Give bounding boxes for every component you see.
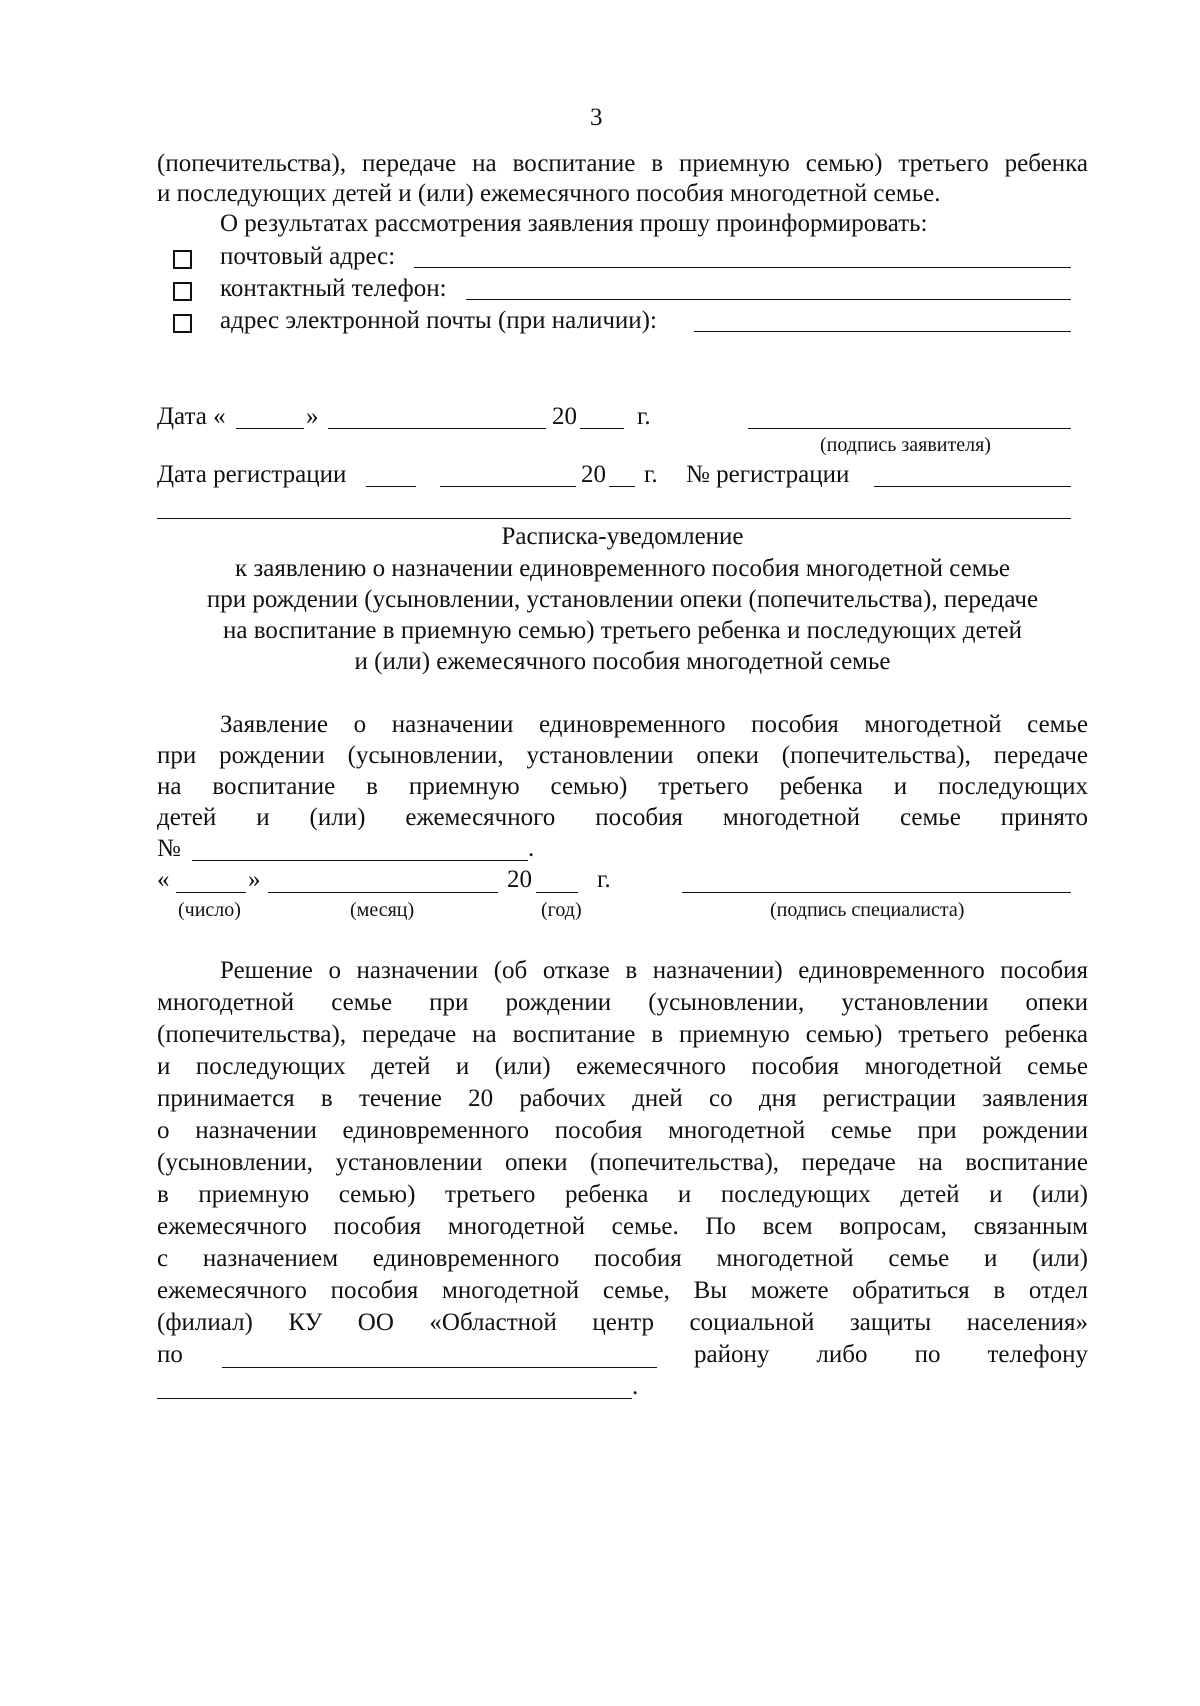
email-checkbox[interactable] [173,314,192,333]
cut-separator-line [157,518,1071,519]
date-month-line[interactable] [328,428,546,429]
receipt-year-line[interactable] [536,892,578,893]
postal-address-checkbox[interactable] [173,250,192,269]
caption-day: (число) [178,899,241,921]
decision-line-7: (усыновлении, установлении опеки (попечительства), передаче на воспитание [157,1149,1088,1176]
applicant-signature-caption: (подпись заявителя) [820,434,991,456]
district-line[interactable] [222,1367,657,1368]
accepted-line-4: детей и (или) ежемесячного пособия многодетной семье принято [157,804,1088,831]
receipt-year-prefix: 20 [507,866,532,893]
decision-line-12: (филиал) КУ ОО «Областной центр социальной защиты населения» [157,1309,1088,1336]
receipt-title: Расписка-уведомление [501,523,744,550]
accepted-line-2: при рождении (усыновлении, установлении опеки (попечительства), передаче [157,742,1088,769]
reg-date-label: Дата регистрации [157,461,347,488]
email-label: адрес электронной почты (при наличии): [220,307,657,334]
phone-line[interactable] [466,299,1071,300]
applicant-signature-line[interactable] [748,428,1071,429]
receipt-quote-open: « [157,866,170,893]
date-label: Дата « [157,403,226,430]
decision-line-4: и последующих детей и (или) ежемесячного пособия многодетной семье [157,1053,1088,1080]
caption-specialist-signature: (подпись специалиста) [770,899,965,921]
date-day-line[interactable] [236,428,304,429]
reg-number-label: № регистрации [686,461,850,488]
phone-number-line[interactable] [157,1398,632,1399]
receipt-year-suffix: г. [597,866,611,893]
inform-request: О результатах рассмотрения заявления прошу проинформировать: [220,210,928,237]
receipt-subtitle-3: на воспитание в приемную семью) третьего ребенка и последующих детей [223,617,1022,644]
receipt-subtitle-1: к заявлению о назначении единовременного пособия многодетной семье [234,555,1011,582]
decision-line-11: ежемесячного пособия многодетной семье, Вы можете обратиться в отдел [157,1277,1088,1304]
accepted-number-period: . [528,835,535,862]
date-year-prefix: 20 [552,403,577,430]
decision-line-9: ежемесячного пособия многодетной семье. По всем вопросам, связанным [157,1213,1088,1240]
receipt-day-line[interactable] [176,892,246,893]
intro-line-1: (попечительства), передаче на воспитание в приемную семью) третьего ребенка [157,150,1088,177]
intro-line-2: и последующих детей и (или) ежемесячного пособия многодетной семье. [157,180,941,207]
date-year-suffix: г. [637,403,651,430]
reg-month-line[interactable] [440,486,576,487]
receipt-month-line[interactable] [268,892,498,893]
reg-year-suffix: г. [644,461,658,488]
decision-line-2: многодетной семье при рождении (усыновлении, установлении опеки [157,989,1088,1016]
accepted-number-line[interactable] [192,860,528,861]
caption-month: (месяц) [350,899,415,921]
caption-year: (год) [541,899,582,921]
district-tail: району либо по телефону [694,1341,1088,1368]
reg-year-prefix: 20 [581,461,606,488]
date-year-line[interactable] [580,428,624,429]
accepted-line-1: Заявление о назначении единовременного пособия многодетной семье [220,711,1088,738]
decision-line-1: Решение о назначении (об отказе в назначении) единовременного пособия [220,957,1088,984]
reg-number-line[interactable] [874,486,1071,487]
page-number: 3 [590,104,603,131]
phone-label: контактный телефон: [220,275,447,302]
receipt-subtitle-2: при рождении (усыновлении, установлении опеки (попечительства), передаче [206,586,1039,613]
decision-line-10: с назначением единовременного пособия многодетной семье и (или) [157,1245,1088,1272]
reg-day-line[interactable] [366,486,416,487]
email-line[interactable] [694,331,1071,332]
postal-address-line[interactable] [414,267,1071,268]
phone-number-period: . [632,1373,639,1400]
postal-address-label: почтовый адрес: [220,243,396,270]
phone-checkbox[interactable] [173,282,192,301]
decision-line-8: в приемную семью) третьего ребенка и последующих детей и (или) [157,1181,1088,1208]
decision-line-6: о назначении единовременного пособия многодетной семье при рождении [157,1117,1088,1144]
decision-line-3: (попечительства), передаче на воспитание в приемную семью) третьего ребенка [157,1021,1088,1048]
reg-year-line[interactable] [609,486,635,487]
receipt-subtitle-4: и (или) ежемесячного пособия многодетной семье [354,648,891,675]
decision-po: по [157,1341,183,1368]
accepted-line-3: на воспитание в приемную семью) третьего ребенка и последующих [157,773,1088,800]
specialist-signature-line[interactable] [682,892,1071,893]
receipt-quote-close: » [248,866,261,893]
accepted-number-sign: № [157,835,181,862]
decision-line-5: принимается в течение 20 рабочих дней со дня регистрации заявления [157,1085,1088,1112]
date-quote-close: » [306,403,319,430]
